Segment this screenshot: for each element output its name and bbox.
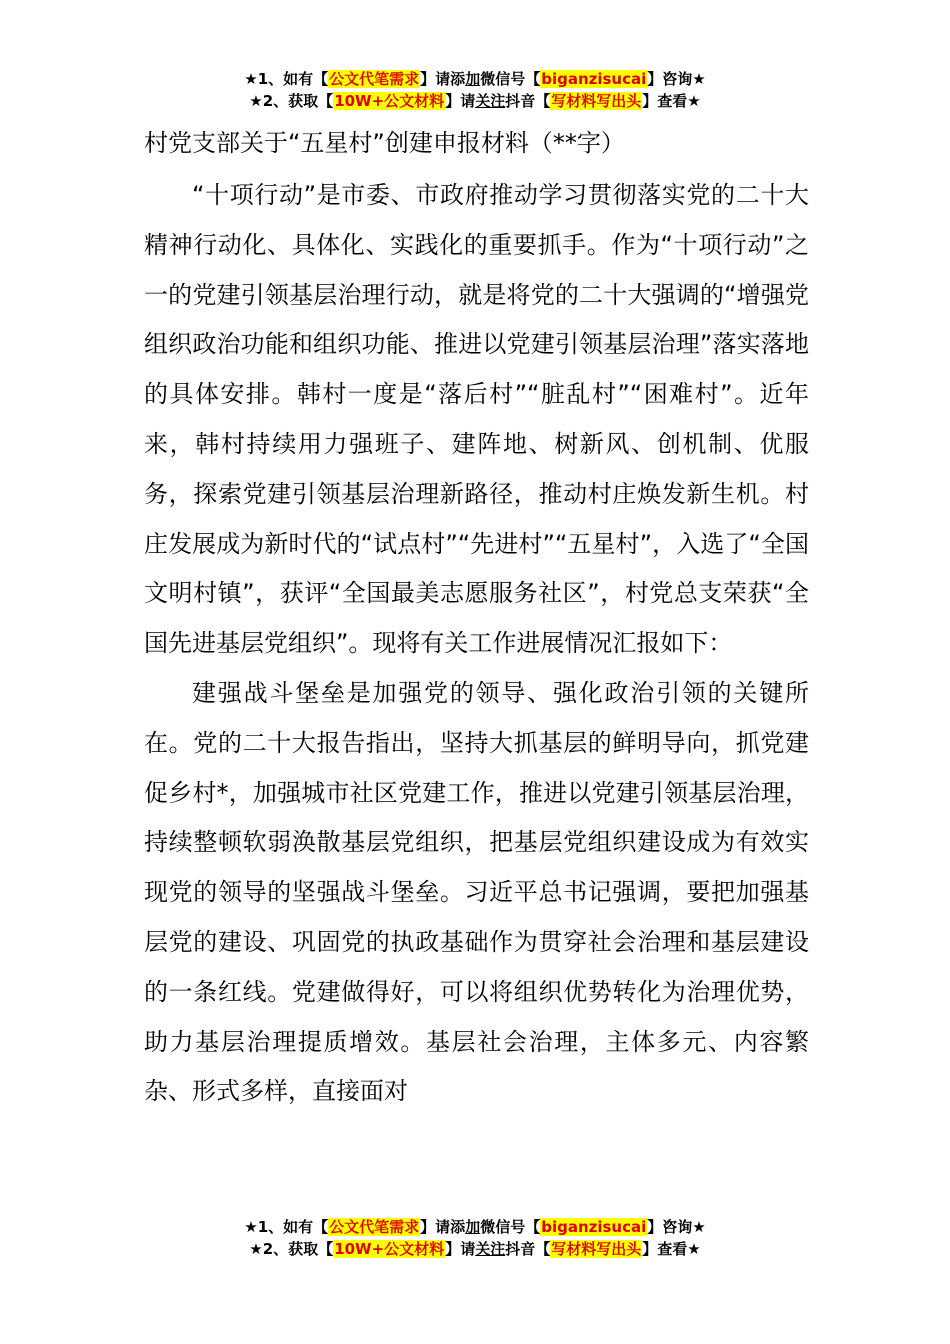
highlight-materials: 10W+公文材料	[334, 1240, 445, 1258]
highlight-service: 公文代笔需求	[329, 70, 420, 88]
promo-text: 】咨询★	[647, 1218, 706, 1236]
promo-underlined: 关注	[475, 1240, 506, 1258]
promo-text: 】请	[445, 1240, 476, 1258]
highlight-service: 公文代笔需求	[329, 1218, 420, 1236]
promo-text: 】请添	[420, 1218, 466, 1236]
promo-line-1	[0, 1216, 950, 1238]
promo-line-1	[0, 68, 950, 90]
promo-text: ★1、如有【	[244, 70, 329, 88]
highlight-wechat-id: biganzisucai	[541, 1218, 647, 1236]
promo-text: 微信号【	[480, 1218, 541, 1236]
promo-text: 】请	[445, 92, 476, 110]
promo-underlined: 关注	[475, 92, 506, 110]
promo-text: 】请添	[420, 70, 466, 88]
paragraph: 建强战斗堡垒是加强党的领导、强化政治引领的关键所在。党的二十大报告指出，坚持大抓基层的鲜明导向，抓党建促乡村*，加强城市社区党建工作，推进以党建引领基层治理，持续整顿软弱涣散基层党组织，把基层党组织建设成为有效实现党的领导的坚强战斗堡垒。习近平总书记强调，要把加强基层党的建设、巩固党的执政基础作为贯穿社会治理和基层建设的一条红线。党建做得好，可以将组织优势转化为治理优势，助力基层治理提质增效。基层社会治理，主体多元、内容繁杂、形式多样，直接面对	[144, 678, 809, 1106]
promo-underlined: 加	[465, 70, 481, 88]
promo-banner-top	[0, 68, 950, 112]
promo-text: ★2、获取【	[249, 92, 334, 110]
promo-text: 抖音【	[505, 1240, 551, 1258]
promo-line-2	[0, 1238, 950, 1260]
paragraph: “十项行动”是市委、市政府推动学习贯彻落实党的二十大精神行动化、具体化、实践化的重要抓手。作为“十项行动”之一的党建引领基层治理行动，就是将党的二十大强调的“增强党组织政治功能和组织功能、推进以党建引领基层治理”落实落地的具体安排。韩村一度是“落后村”“脏乱村”“困难村”。近年来，韩村持续用力强班子、建阵地、树新风、创机制、优服务，探索党建引领基层治理新路径，推动村庄焕发新生机。村庄发展成为新时代的“试点村”“先进村”“五星村”，入选了“全国文明村镇”，获评“全国最美志愿服务社区”，村党总支荣获“全国先进基层党组织”。现将有关工作进展情况汇报如下：	[144, 181, 809, 658]
promo-text: 微信号【	[480, 70, 541, 88]
document-body	[144, 171, 809, 1117]
highlight-materials: 10W+公文材料	[334, 92, 445, 110]
promo-text: 抖音【	[505, 92, 551, 110]
promo-underlined: 加	[465, 1218, 481, 1236]
highlight-douyin-account: 写材料写出头	[551, 92, 642, 110]
promo-text: 】咨询★	[647, 70, 706, 88]
promo-text: 】查看★	[642, 92, 701, 110]
promo-text: 】查看★	[642, 1240, 701, 1258]
highlight-douyin-account: 写材料写出头	[551, 1240, 642, 1258]
promo-text: ★2、获取【	[249, 1240, 334, 1258]
promo-text: ★1、如有【	[244, 1218, 329, 1236]
highlight-wechat-id: biganzisucai	[541, 70, 647, 88]
promo-banner-bottom	[0, 1216, 950, 1260]
document-title: 村党支部关于“五星村”创建申报材料（**字）	[144, 129, 625, 157]
promo-line-2	[0, 90, 950, 112]
